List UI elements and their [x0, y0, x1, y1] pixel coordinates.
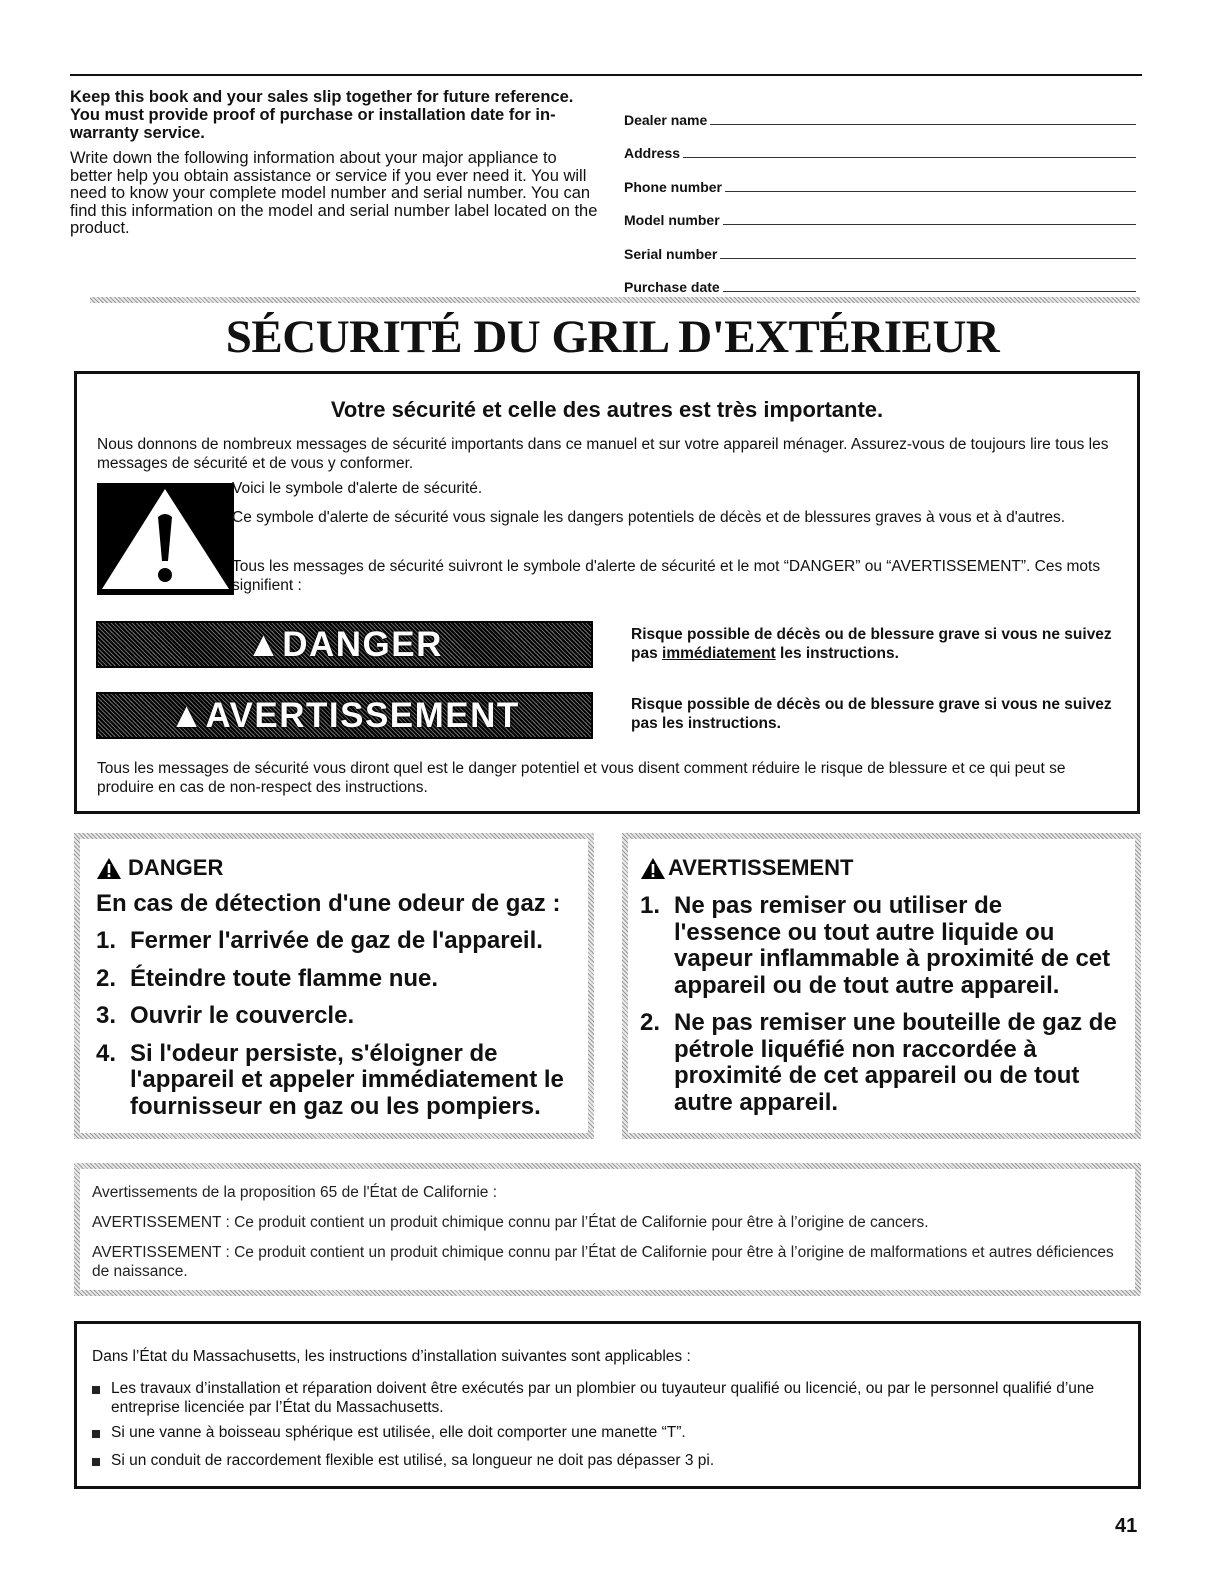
page-title: SÉCURITÉ DU GRIL D'EXTÉRIEUR	[225, 311, 1000, 363]
safety-signal-words-text: Tous les messages de sécurité suivront le symbole d'alerte de sécurité et le mot “DANGER” ou “AVERTISSEMENT”. Ces mots signifient :	[232, 558, 1101, 594]
list-item: 4. Si l'odeur persiste, s'éloigner de l'appareil et appeler immédiatement le fournisseur en gaz ou les pompiers.	[96, 1039, 564, 1120]
list-item: 2. Ne pas remiser une bouteille de gaz de pétrole liquéfié non raccordée à proximité de cet appareil ou de tout autre appareil.	[640, 1009, 1117, 1116]
list-item: 3. Ouvrir le couvercle.	[96, 1002, 355, 1029]
safety-intro: Nous donnons de nombreux messages de sécurité importants dans ce manuel et sur votre appareil ménager. Assurez-vous de toujours lire tous les messages de sécurité et de vous y conformer.	[97, 436, 1109, 472]
warning-signal-description: Risque possible de décès ou de blessure grave si vous ne suivez pas les instructions.	[631, 696, 1112, 732]
bullet-icon	[92, 1458, 100, 1466]
warning-box-title: AVERTISSEMENT	[640, 855, 1130, 881]
field-model-number[interactable]: Model number	[624, 195, 1136, 229]
prop65-heading: Avertissements de la proposition 65 de l'État de Californie :	[92, 1184, 498, 1201]
record-fields	[624, 94, 1136, 295]
field-purchase-date[interactable]: Purchase date	[624, 262, 1136, 296]
top-rule	[70, 74, 1142, 76]
safety-heading: Votre sécurité et celle des autres est très importante.	[330, 397, 884, 422]
safety-symbol-text: Voici le symbole d'alerte de sécurité.	[232, 480, 483, 497]
list-item: 1. Ne pas remiser ou utiliser de l'essence ou tout autre liquide ou vapeur inflammable à proximité de cet appareil ou de tout autre appareil.	[640, 892, 1111, 999]
warning-triangle-icon	[640, 857, 666, 880]
list-item: Si une vanne à boisseau sphérique est utilisée, elle doit comporter une manette “T”.	[111, 1424, 686, 1441]
list-item: Si un conduit de raccordement flexible est utilisé, sa longueur ne doit pas dépasser 3 pi.	[111, 1452, 715, 1469]
prop65-cancer-warning: AVERTISSEMENT : Ce produit contient un produit chimique connu par l’État de Californie pour être à l’origine de cancers.	[92, 1214, 929, 1231]
danger-signal-banner	[96, 621, 593, 668]
warning-triangle-icon	[96, 857, 122, 880]
warning-box-items	[640, 893, 1130, 1116]
list-item: Les travaux d’installation et réparation doivent être exécutés par un plombier ou tuyauteur qualifié ou licencié, ou par le personnel qualifié d’une entreprise licenciée par l’État du Massachusetts.	[111, 1380, 1095, 1416]
list-item: 2. Éteindre toute flamme nue.	[96, 964, 439, 992]
massachusetts-box	[74, 1321, 1141, 1489]
warning-signal-banner	[96, 692, 593, 739]
warning-signal-label: ▲AVERTISSEMENT	[169, 695, 520, 735]
bullet-icon	[92, 1430, 100, 1438]
field-dealer-name[interactable]: Dealer name	[624, 94, 1136, 128]
safety-alert-icon	[97, 483, 234, 595]
danger-signal-label: ▲DANGER	[246, 624, 443, 664]
bullet-icon	[92, 1386, 100, 1394]
fuel-storage-warning-box	[622, 833, 1141, 1139]
field-address[interactable]: Address	[624, 128, 1136, 162]
field-serial-number[interactable]: Serial number	[624, 228, 1136, 262]
gas-odor-danger-box	[74, 833, 594, 1139]
prop65-box	[74, 1163, 1141, 1296]
keep-book-instructions: Write down the following information about your major appliance to better help you obtain assistance or service if you ever need it. You will need to know your complete model number and serial number. You can find this information on the model and serial number label located on the product.	[70, 149, 598, 237]
list-item: 1. Fermer l'arrivée de gaz de l'appareil.	[96, 927, 543, 954]
danger-box-steps	[96, 928, 576, 1120]
page-number: 41	[1115, 1515, 1138, 1537]
danger-box-title: DANGER	[96, 855, 576, 881]
danger-box-lead: En cas de détection d'une odeur de gaz :	[96, 890, 561, 917]
massachusetts-intro: Dans l’État du Massachusetts, les instructions d’installation suivantes sont applicables :	[92, 1348, 691, 1365]
prop65-birth-defects-warning: AVERTISSEMENT : Ce produit contient un produit chimique connu par l’État de Californie pour être à l’origine de malformations et autres déficiences de naissance.	[92, 1244, 1114, 1280]
safety-symbol-meaning: Ce symbole d'alerte de sécurité vous signale les dangers potentiels de décès et de blessures graves à vous et à d'autres.	[232, 509, 1066, 526]
keep-book-notice: Keep this book and your sales slip together for future reference. You must provide proof of purchase or installation date for in-warranty service.	[70, 88, 574, 142]
safety-footer-text: Tous les messages de sécurité vous diront quel est le danger potentiel et vous disent comment réduire le risque de blessure et ce qui peut se produire en cas de non-respect des instructions.	[97, 760, 1066, 796]
section-divider-band	[90, 297, 1140, 303]
field-phone-number[interactable]: Phone number	[624, 161, 1136, 195]
danger-signal-description: Risque possible de décès ou de blessure grave si vous ne suivez pas immédiatement les instructions.	[631, 626, 1112, 662]
safety-info-box	[74, 371, 1140, 814]
